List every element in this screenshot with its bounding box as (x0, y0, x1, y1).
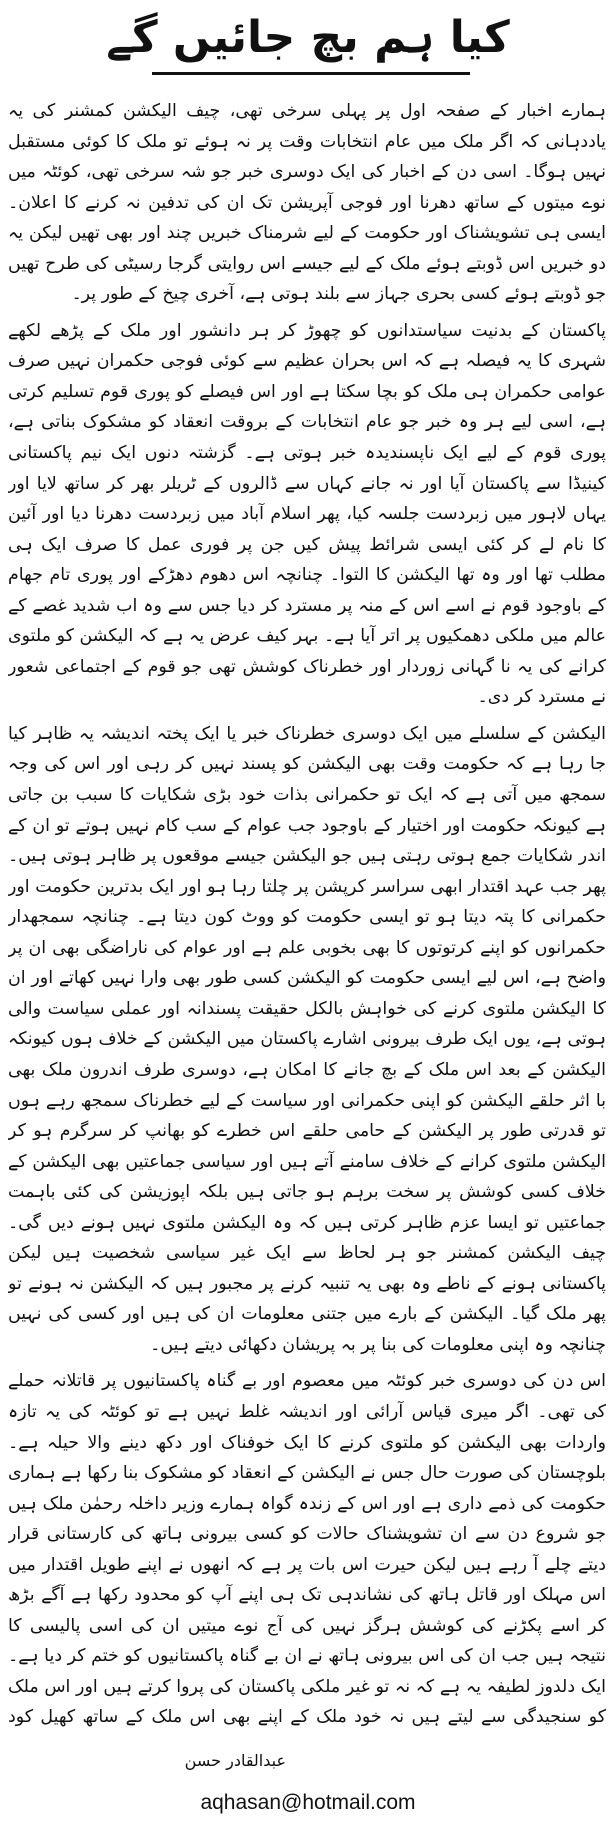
author-byline: عبدالقادر حسن (184, 1751, 286, 1770)
author-email: aqhasan@hotmail.com (200, 1791, 416, 1814)
paragraph-4: اس دن کی دوسری خبر کوئٹہ میں معصوم اور بے گناہ پاکستانیوں پر قاتلانہ حملے کی تھی۔ اگر میری قیاس آرائی اور اندیشہ غلط نہیں ہے تو کوئٹہ کی یہ تازہ واردات بھی الیکشن کو ملتوی کرنے کا ایک خوفناک اور دکھ دینے والا حیلہ ہے۔ بلوچستان کی صورت حال جس نے الیکشن کے انعقاد کو مشکوک بنا رکھا ہے ہماری حکومت کی ذمے داری ہے اور اس کے زندہ گواہ ہمارے وزیر داخلہ رحمٰن ملک ہیں جو شروع دن سے ان تشویشناک حالات کو کسی بیرونی ہاتھ کی کارستانی قرار دیتے چلے آ رہے ہیں لیکن حیرت اس بات پر ہے کہ انھوں نے اپنے طویل اقتدار میں اس مہلک اور قاتل ہاتھ کی نشاندہی تک ہی اپنے آپ کو محدود رکھا ہے آگے بڑھ کر اسے پکڑنے کی کوشش ہرگز نہیں کی آج نوے میتیں ان کی اسی پالیسی کا نتیجہ ہیں جب ان کی اس بیرونی ہاتھ نے ان بے گناہ پاکستانیوں کو ختم کر دیا ہے۔ ایک دلدوز لطیفہ یہ ہے کہ نہ تو غیر ملکی پاکستان کی پروا کرتے ہیں اور اس ملک کو سنجیدگی سے لیتے ہیں نہ خود ملک کے اپنے بھی اس ملک کے ساتھ کھیل کود (8, 1371, 606, 1728)
paragraph-1: ہمارے اخبار کے صفحہ اول پر پہلی سرخی تھی، چیف الیکشن کمشنر کی یہ یاددہانی کہ اگر ملک میں عام انتخابات وقت پر نہ ہوئے تو ملک کا کوئی مستقبل نہیں ہوگا۔ اسی دن کے اخبار کی ایک دوسری خبر جو شہ سرخی تھی، کوئٹہ میں نوے میتوں کے ساتھ دھرنا اور فوجی آپریشن تک ان کی تدفین نہ کرنے کا اعلان۔ ایسی ہی تشویشناک اور حکومت کے لیے شرمناک خبریں چند اور بھی تھیں لیکن یہ دو خبریں اس ڈوبتے ہوئے ملک کے لیے جیسے اس روایتی گرجا رسیٹی کی طرح تھیں جو ڈوبتے ہوئے کسی بحری جہاز سے بلند ہوتی ہے، آخری چیخ کے طور پر۔ (8, 101, 606, 305)
article-body (8, 96, 606, 1736)
headline: کیا ہم بچ جائیں گے (106, 12, 510, 63)
paragraph-2: پاکستان کے بدنیت سیاستدانوں کو چھوڑ کر ہر دانشور اور ملک کے پڑھے لکھے شہری کا یہ فیصلہ ہے کہ اس بحران عظیم سے کوئی فوجی حکمران نہیں صرف عوامی حکمران ہی ملک کو بچا سکتا ہے اور اس فیصلے کو پوری قوم تسلیم کرتی ہے، اسی لیے ہر وہ خبر جو عام انتخابات کے بروقت انعقاد کو مشکوک بناتی ہے، پوری قوم کے لیے ایک ناپسندیدہ خبر ہوتی ہے۔ گزشتہ دنوں ایک نیم پاکستانی کینیڈا سے پاکستان آیا اور نہ جانے کہاں سے ڈالروں کے ٹریلر بھر کر ساتھ لایا اور یہاں لاہور میں زبردست جلسہ کیا، پھر اسلام آباد میں زبردست دھرنا دیا اور آئین کا نام لے کر کئی ایسی شرائط پیش کیں جن پر فوری عمل کا صرف ایک ہی مطلب تھا اور وہ تھا الیکشن کا التوا۔ چنانچہ اس دھوم دھڑکے اور پوری تام جھام کے باوجود قوم نے اسے اس کے منہ پر مسترد کر دیا جس سے وہ اب شدید غصے کے عالم میں ملکی دھمکیوں پر اتر آیا ہے۔ بہر کیف عرض یہ ہے کہ الیکشن کو ملتوی کرانے کی یہ نا گہانی زوردار اور خطرناک کوشش تھی جو قوم کے اجتماعی شعور نے مسترد کر دی۔ (8, 320, 606, 708)
headline-underline (152, 72, 470, 75)
paragraph-3: الیکشن کے سلسلے میں ایک دوسری خطرناک خبر یا ایک پختہ اندیشہ یہ ظاہر کیا جا رہا ہے کہ حکومت وقت بھی الیکشن کو پسند نہیں کر رہی اور اس کی وجہ سمجھ میں آتی ہے کہ ایک تو حکمرانی بذات خود بڑی شکایات کا سبب بن جاتی ہے کیونکہ حکومت اور اختیار کے باوجود جب عوام کے سب کام نہیں ہوتے تو ان کے اندر شکایات جمع ہوتی رہتی ہیں جو الیکشن جیسے موقعوں پر ظاہر ہوتی ہیں۔ پھر جب عہد اقتدار ابھی سراسر کرپشن پر چلتا رہا ہو اور ایک بدترین حکومت اور حکمرانی کا پتہ دیتا ہو تو ایسی حکومت کو ووٹ کون دیتا ہے۔ چنانچہ سمجھدار حکمرانوں کو اپنے کرتوتوں کا بھی بخوبی علم ہے اور عوام کی ناراضگی بھی ان پر واضح ہے، اس لیے ایسی حکومت کو الیکشن کسی طور بھی وارا نہیں کھاتے اور ان کا الیکشن ملتوی کرنے کی خواہش بالکل حقیقت پسندانہ اور عملی سیاست والی ہوتی ہے، یوں ایک طرف بیرونی اشارے پاکستان میں الیکشن کے خلاف ہوں کیونکہ الیکشن کے بعد اس ملک کے بچ جانے کا امکان ہے، دوسری طرف اندرون ملک بھی با اثر حلقے الیکشن کو اپنی حکمرانی اور سیاست کے لیے خطرناک سمجھ رہے ہوں تو قدرتی طور پر الیکشن کے حامی حلقے اس خطرے کو بھانپ کر سرگرم ہو کر الیکشن ملتوی کرانے کے خلاف سامنے آتے ہیں اور سیاسی جماعتیں بھی الیکشن کے خلاف کسی کوشش پر سخت برہم ہو جاتی ہیں بلکہ اپوزیشن کی کئی باہمت جماعتیں تو ایسا عزم ظاہر کرتی ہیں کہ وہ الیکشن ملتوی نہیں ہونے دیں گی۔ چیف الیکشن کمشنر جو ہر لحاظ سے ایک غیر سیاسی شخصیت ہیں لیکن پاکستانی ہونے کے ناطے وہ بھی یہ تنبیہ کرنے پر مجبور ہیں کہ الیکشن نہ ہونے تو پھر ملک گیا۔ الیکشن کے بارے میں جتنی معلومات ان کی ہیں اور کسی کی نہیں چنانچہ وہ اپنی معلومات کی بنا پر بہ پریشان دکھائی دیتے ہیں۔ (8, 723, 606, 1355)
